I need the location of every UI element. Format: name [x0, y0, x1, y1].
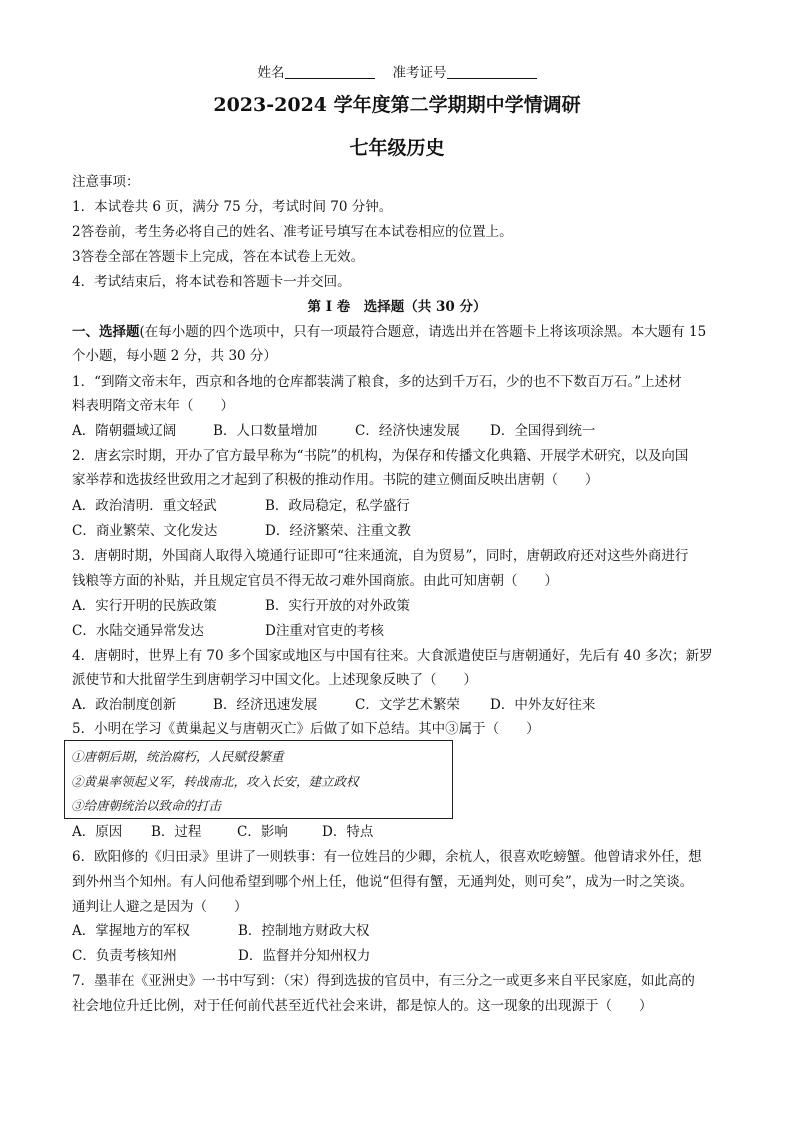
instr-text: (在每小题的四个选项中，只有一项最符合题意，请选出并在答题卡上将该项涂黑。本大题有 15 [139, 324, 707, 340]
option-a[interactable]: A．隋朝疆域辽阔 [72, 423, 177, 439]
section-instructions [72, 323, 706, 341]
option-c[interactable]: C．负责考核知州 [72, 948, 177, 964]
option-a[interactable]: A．政治清明．重文轻武 [72, 498, 217, 514]
question-text: 社会地位升迁比例，对于任何前代甚至近代社会来讲，都是惊人的。这一现象的出现源于（ ） [72, 998, 653, 1014]
candidate-info-row [0, 64, 794, 82]
question-text: 料表明隋文帝末年（ ） [72, 398, 234, 414]
option-c[interactable]: C．经济快速发展 [355, 423, 460, 439]
summary-item: ③给唐朝统治以致命的打击 [71, 798, 222, 813]
option-b[interactable]: B．经济迅速发展 [213, 697, 318, 713]
option-a[interactable]: A．实行开明的民族政策 [72, 598, 217, 614]
question-text: 4．唐朝时，世界上有 70 多个国家或地区与中国有往来。大食派遣使臣与唐朝通好，先后有 40 多次；新罗 [72, 648, 713, 664]
name-blank[interactable] [285, 65, 375, 79]
question-text: 到外州当个知州。有人问他希望到哪个州上任，他说“但得有蟹，无通判处，则可矣”，成为一时之笑谈。 [72, 874, 694, 890]
note-item: 2答卷前，考生务必将自己的姓名、准考证号填写在本试卷相应的位置上。 [72, 224, 513, 240]
option-d[interactable]: D．特点 [322, 824, 374, 840]
id-blank[interactable] [447, 65, 537, 79]
option-c[interactable]: C．文学艺术繁荣 [355, 697, 460, 713]
option-a[interactable]: A．原因 [72, 824, 123, 840]
summary-item: ②黄巢率领起义军，转战南北，攻入长安，建立政权 [71, 774, 359, 789]
question-text: 3．唐朝时期，外国商人取得入境通行证即可“往来通流，自为贸易”，同时，唐朝政府还对这些外商进行 [72, 548, 689, 564]
question-text: 7．墨菲在《亚洲史》一书中写到：（宋）得到选拔的官员中，有三分之一或更多来自平民家庭，如此高的 [72, 973, 695, 989]
option-d[interactable]: D．全国得到统一 [490, 423, 596, 439]
option-b[interactable]: B．政局稳定，私学盛行 [265, 498, 410, 514]
option-c[interactable]: C．水陆交通异常发达 [72, 623, 204, 639]
section-instructions-cont: 个小题，每小题 2 分，共 30 分） [72, 348, 277, 364]
exam-subtitle: 七年级历史 [349, 137, 445, 159]
option-a[interactable]: A．政治制度创新 [72, 697, 177, 713]
option-d[interactable]: D注重对官吏的考核 [265, 623, 384, 639]
note-item: 1．本试卷共 6 页，满分 75 分，考试时间 70 分钟。 [72, 199, 393, 215]
option-b[interactable]: B．实行开放的对外政策 [265, 598, 410, 614]
note-item: 4．考试结束后，将本试卷和答题卡一并交回。 [72, 274, 351, 290]
option-d[interactable]: D．经济繁荣、注重文教 [265, 523, 411, 539]
option-b[interactable]: B．过程 [151, 824, 202, 840]
option-d[interactable]: D．中外友好往来 [490, 697, 596, 713]
option-d[interactable]: D．监督并分知州权力 [238, 948, 371, 964]
option-a[interactable]: A．掌握地方的军权 [72, 923, 190, 939]
option-c[interactable]: C．影响 [237, 824, 288, 840]
section-heading: 第 I 卷 选择题（共 30 分） [307, 299, 487, 315]
question-text: 1．“到隋文帝末年，西京和各地的仓库都装满了粮食，多的达到千万石，少的也不下数百万石。”上述材 [72, 374, 682, 390]
question-text: 钱粮等方面的补贴，并且规定官员不得无故刁难外国商旅。由此可知唐朝（ ） [72, 573, 558, 589]
note-item: 3答卷全部在答题卡上完成，答在本试卷上无效。 [72, 249, 365, 265]
summary-item: ①唐朝后期，统治腐朽，人民赋役繁重 [71, 749, 284, 764]
option-c[interactable]: C．商业繁荣、文化发达 [72, 523, 218, 539]
question-text: 派使节和大批留学生到唐朝学习中国文化。上述现象反映了（ ） [72, 672, 477, 688]
question-text: 家举荐和选拔经世致用之才起到了积极的推动作用。书院的建立侧面反映出唐朝（ ） [72, 472, 599, 488]
summary-box [64, 740, 453, 819]
question-text: 5．小明在学习《黄巢起义与唐朝灭亡》后做了如下总结。其中③属于（ ） [72, 721, 540, 737]
question-text: 通判让人避之是因为（ ） [72, 899, 248, 915]
question-text: 6．欧阳修的《归田录》里讲了一则轶事：有一位姓吕的少卿，余杭人，很喜欢吃螃蟹。他曾请求外任，想 [72, 849, 702, 865]
option-b[interactable]: B．人口数量增加 [213, 423, 318, 439]
notes-heading: 注意事项： [72, 174, 140, 190]
instr-bold: 一、选择题 [72, 324, 140, 340]
question-text: 2．唐玄宗时期，开办了官方最早称为“书院”的机构，为保存和传播文化典籍、开展学术研究，以及向国 [72, 448, 689, 464]
exam-title: 2023-2024 学年度第二学期期中学情调研 [213, 94, 581, 116]
option-b[interactable]: B．控制地方财政大权 [238, 923, 370, 939]
name-label: 姓名 [257, 65, 285, 81]
id-label: 准考证号 [392, 65, 447, 81]
